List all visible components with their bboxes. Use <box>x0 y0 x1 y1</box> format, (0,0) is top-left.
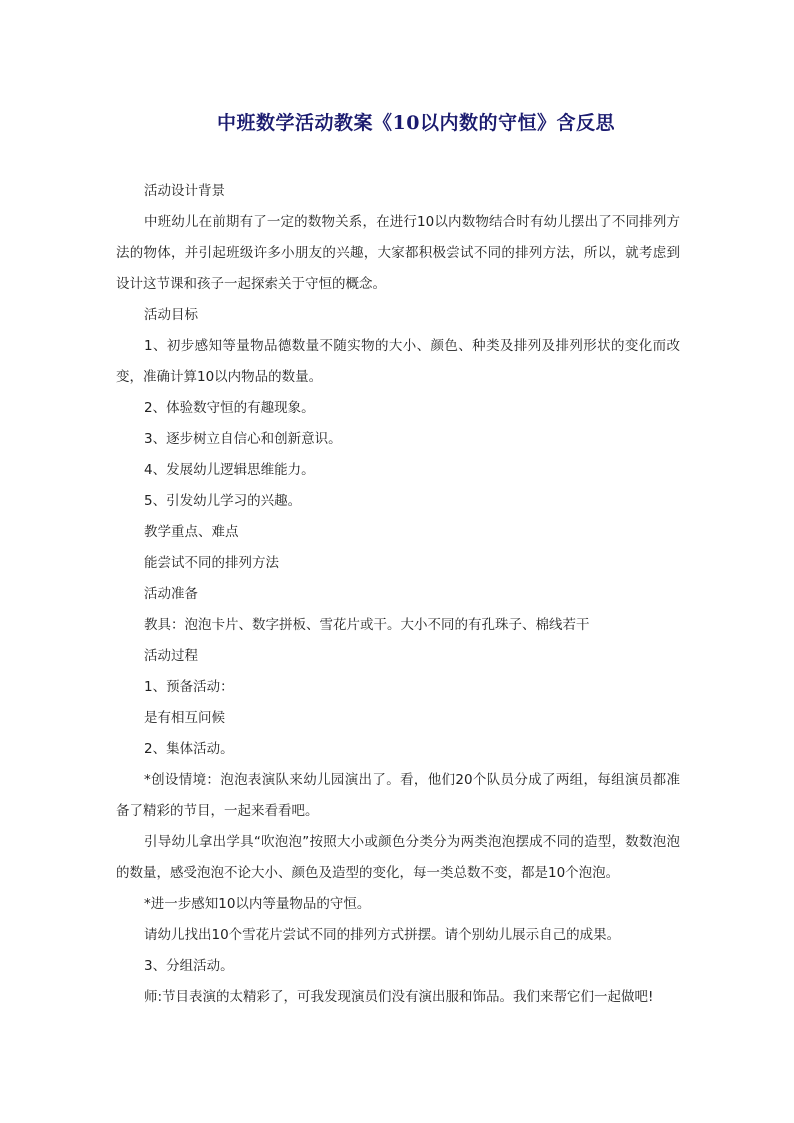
process-step-3-teacher: 师:节目表演的太精彩了，可我发现演员们没有演出服和饰品。我们来帮它们一起做吧! <box>144 989 654 1005</box>
paragraph-background: 中班幼儿在前期有了一定的数物关系，在进行10以内数物结合时有幼儿摆出了不同排列方法的物体，并引起班级许多小朋友的兴趣，大家都积极尝试不同的排列方法，所以，就考虑到设计这节课和孩子一起探索关于守恒的概念。 <box>116 214 680 292</box>
goal-item-2: 2、体验数守恒的有趣现象。 <box>144 400 315 416</box>
process-step-3: 3、分组活动。 <box>144 958 234 974</box>
document-body <box>116 176 680 1013</box>
paragraph-key-points: 能尝试不同的排列方法 <box>144 555 279 571</box>
process-step-1: 1、预备活动： <box>144 679 234 695</box>
process-step-2-snowflake: 请幼儿找出10个雪花片尝试不同的排列方式拼摆。请个别幼儿展示自己的成果。 <box>144 927 621 943</box>
process-step-2-guidance: 引导幼儿拿出学具“吹泡泡”按照大小或颜色分类分为两类泡泡摆成不同的造型，数数泡泡的数量，感受泡泡不论大小、颜色及造型的变化，每一类总数不变，都是10个泡泡。 <box>116 834 680 881</box>
section-heading-process: 活动过程 <box>144 648 198 664</box>
goal-item-4: 4、发展幼儿逻辑思维能力。 <box>144 462 315 478</box>
process-step-2: 2、集体活动。 <box>144 741 234 757</box>
goal-item-1: 1、初步感知等量物品德数量不随实物的大小、颜色、种类及排列及排列形状的变化而改变，准确计算10以内物品的数量。 <box>116 338 680 385</box>
section-heading-preparation: 活动准备 <box>144 586 198 602</box>
section-heading-background: 活动设计背景 <box>144 183 225 199</box>
paragraph-preparation: 教具：泡泡卡片、数字拼板、雪花片或干。大小不同的有孔珠子、棉线若干 <box>144 617 590 633</box>
document-title: 中班数学活动教案《10以内数的守恒》含反思 <box>217 112 615 134</box>
goal-item-3: 3、逐步树立自信心和创新意识。 <box>144 431 342 447</box>
process-step-2-conservation: *进一步感知10以内等量物品的守恒。 <box>144 896 371 912</box>
section-heading-goals: 活动目标 <box>144 307 198 323</box>
process-step-2-scenario: *创设情境：泡泡表演队来幼儿园演出了。看，他们20个队员分成了两组，每组演员都准备了精彩的节目，一起来看看吧。 <box>116 772 680 819</box>
process-step-1-detail: 是有相互问候 <box>144 710 225 726</box>
section-heading-key-points: 教学重点、难点 <box>144 524 239 540</box>
goal-item-5: 5、引发幼儿学习的兴趣。 <box>144 493 302 509</box>
